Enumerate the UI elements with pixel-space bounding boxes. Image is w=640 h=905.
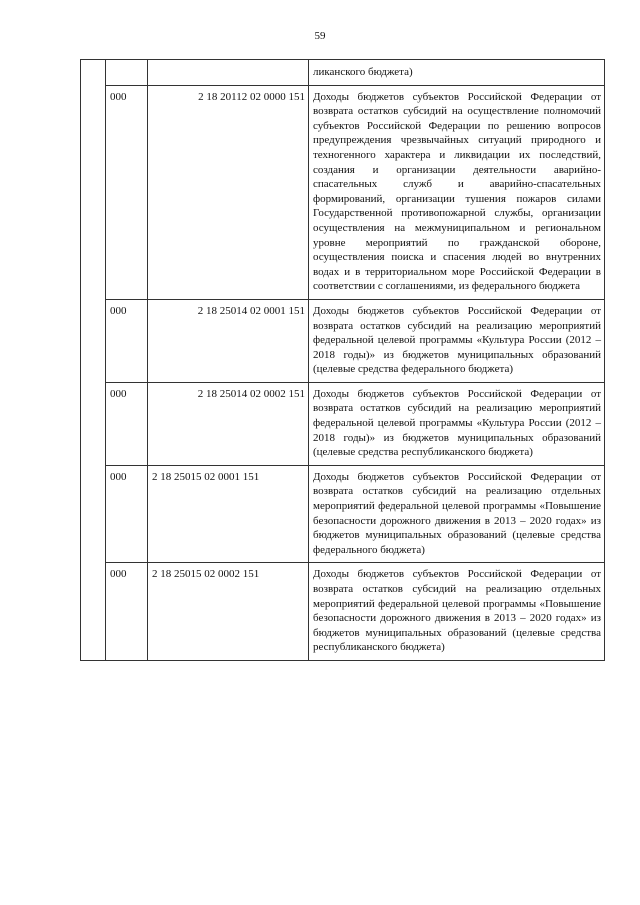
admin-code-cell: 000 (106, 563, 148, 661)
page-number: 59 (314, 30, 326, 42)
description-cell: Доходы бюджетов субъектов Российской Федерации от возврата остатков субсидий на реализацию мероприятий федеральной целевой программы «Культура России (2012 – 2018 годы)» из бюджетов муниципальных образований (целевые средства федерального бюджета) (309, 299, 605, 382)
admin-code-cell: 000 (106, 299, 148, 382)
table-row (81, 299, 605, 382)
budget-code-cell (148, 60, 309, 86)
admin-code-cell: 000 (106, 382, 148, 465)
row-number-cell (81, 60, 106, 661)
admin-code-cell (106, 60, 148, 86)
description-cell: Доходы бюджетов субъектов Российской Федерации от возврата остатков субсидий на реализацию мероприятий федеральной целевой программы «Культура России (2012 – 2018 годы)» из бюджетов муниципальных образований (целевые средства республиканского бюджета) (309, 382, 605, 465)
budget-classification-table (80, 59, 605, 661)
description-cell: Доходы бюджетов субъектов Российской Федерации от возврата остатков субсидий на реализацию отдельных мероприятий федеральной целевой программы «Повышение безопасности дорожного движения в 2013 – 2020 годах» из бюджетов муниципальных образований (целевые средства республиканского бюджета) (309, 563, 605, 661)
budget-code-cell: 2 18 20112 02 0000 151 (148, 85, 309, 299)
admin-code-cell: 000 (106, 85, 148, 299)
table-row (81, 85, 605, 299)
budget-code-cell: 2 18 25014 02 0001 151 (148, 299, 309, 382)
budget-code-cell: 2 18 25015 02 0002 151 (148, 563, 309, 661)
table-row-continuation (81, 60, 605, 86)
description-cell: ликанского бюджета) (309, 60, 605, 86)
budget-code-cell: 2 18 25015 02 0001 151 (148, 465, 309, 563)
table-row (81, 465, 605, 563)
table-row (81, 382, 605, 465)
table-row (81, 563, 605, 661)
description-cell: Доходы бюджетов субъектов Российской Федерации от возврата остатков субсидий на реализацию отдельных мероприятий федеральной целевой программы «Повышение безопасности дорожного движения в 2013 – 2020 годах» из бюджетов муниципальных образований (целевые средства федерального бюджета) (309, 465, 605, 563)
description-cell: Доходы бюджетов субъектов Российской Федерации от возврата остатков субсидий на осуществление полномочий субъектов Российской Федерации по решению вопросов предупреждения чрезвычайных ситуаций природного и техногенного характера и ликвидации их последствий, создания и организации деятельности аварийно-спасательных служб и аварийно-спасательных формирований, организации тушения пожаров силами Государственной противопожарной службы, организации осуществления на межмуниципальном и региональном уровне мероприятий по гражданской обороне, осуществления поиска и спасения людей во внутренних водах и в территориальном море Российской Федерации в соответствии с соглашениями, из федерального бюджета (309, 85, 605, 299)
table-body (81, 60, 605, 661)
admin-code-cell: 000 (106, 465, 148, 563)
budget-code-cell: 2 18 25014 02 0002 151 (148, 382, 309, 465)
